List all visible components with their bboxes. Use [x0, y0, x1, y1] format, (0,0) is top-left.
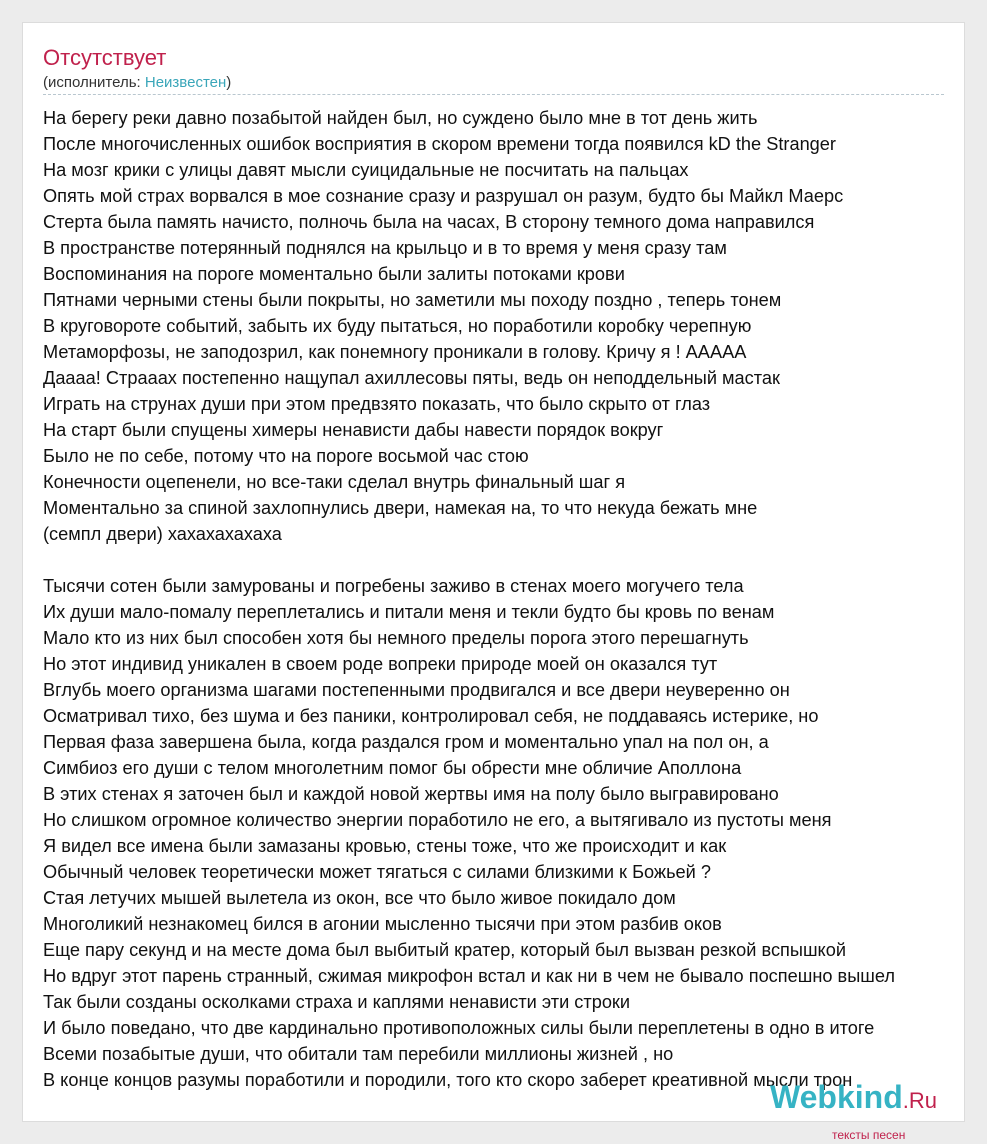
logo-tagline: тексты песен: [832, 1128, 906, 1142]
lyric-line: Так были созданы осколками страха и каплями ненависти эти строки: [43, 992, 631, 1012]
lyric-line: Моментально за спиной захлопнулись двери, намекая на, то что некуда бежать мне: [43, 498, 758, 518]
lyric-line: Воспоминания на пороге моментально были залиты потоками крови: [43, 264, 625, 284]
lyric-line: Осматривал тихо, без шума и без паники, контролировал себя, не поддаваясь истерике, но: [43, 706, 819, 726]
artist-line: [43, 74, 231, 92]
lyric-line: Симбиоз его души с телом многолетним помог бы обрести мне обличие Аполлона: [43, 758, 742, 778]
lyric-line: Метаморфозы, не заподозрил, как понемногу проникали в голову. Кричу я ! ААААА: [43, 342, 747, 362]
lyric-line: Стая летучих мышей вылетела из окон, все что было живое покидало дом: [43, 888, 676, 908]
logo-name: Webkind: [770, 1079, 903, 1115]
lyric-line: Было не по себе, потому что на пороге восьмой час стою: [43, 446, 529, 466]
lyric-line: На берегу реки давно позабытой найден был, но суждено было мне в тот день жить: [43, 108, 758, 128]
lyrics-card: [22, 22, 965, 1122]
lyric-line: И было поведано, что две кардинально противоположных силы были переплетены в одно в итоге: [43, 1018, 875, 1038]
lyric-line: В конце концов разумы поработили и породили, того кто скоро заберет креативной мысли трон: [43, 1070, 853, 1090]
lyric-line: Пятнами черными стены были покрыты, но заметили мы походу поздно , теперь тонем: [43, 290, 782, 310]
lyric-line: (семпл двери) хахахахахаха: [43, 524, 282, 544]
lyric-line: Первая фаза завершена была, когда раздался гром и моментально упал на пол он, а: [43, 732, 769, 752]
lyrics-text: [43, 105, 965, 1093]
lyric-line: Конечности оцепенели, но все-таки сделал внутрь финальный шаг я: [43, 472, 626, 492]
lyric-line: В пространстве потерянный поднялся на крыльцо и в то время у меня сразу там: [43, 238, 727, 258]
title-divider: [43, 94, 944, 95]
lyric-line: Тысячи сотен были замурованы и погребены заживо в стенах моего могучего тела: [43, 576, 744, 596]
lyric-line: Мало кто из них был способен хотя бы немного пределы порога этого перешагнуть: [43, 628, 749, 648]
artist-link[interactable]: Неизвестен: [144, 74, 227, 91]
lyric-line: Еще пару секунд и на месте дома был выбитый кратер, который был вызван резкой вспышкой: [43, 940, 846, 960]
lyric-line: Но слишком огромное количество энергии поработило не его, а вытягивало из пустоты меня: [43, 810, 832, 830]
lyric-line: Стерта была память начисто, полночь была на часах, В сторону темного дома направился: [43, 212, 815, 232]
lyric-line: Обычный человек теоретически может тягаться с силами близкими к Божьей ?: [43, 862, 711, 882]
artist-suffix: ): [226, 74, 232, 91]
logo-tld: .Ru: [902, 1088, 937, 1113]
stanza-break: [43, 547, 965, 573]
lyric-line: Опять мой страх ворвался в мое сознание сразу и разрушал он разум, будто бы Майкл Маерс: [43, 186, 844, 206]
lyric-line: Вглубь моего организма шагами постепенными продвигался и все двери неуверенно он: [43, 680, 790, 700]
lyric-line: После многочисленных ошибок восприятия в скором времени тогда появился kD the Stranger: [43, 134, 836, 154]
lyric-line: В круговороте событий, забыть их буду пытаться, но поработили коробку черепную: [43, 316, 752, 336]
lyric-line: Многоликий незнакомец бился в агонии мысленно тысячи при этом разбив оков: [43, 914, 722, 934]
lyric-line: В этих стенах я заточен был и каждой новой жертвы имя на полу было выгравировано: [43, 784, 779, 804]
lyric-line: На мозг крики с улицы давят мысли суицидальные не посчитать на пальцах: [43, 160, 689, 180]
lyric-line: Но вдруг этот парень странный, сжимая микрофон встал и как ни в чем не бывало поспешно вышел: [43, 966, 895, 986]
lyric-line: Играть на струнах души при этом предвзято показать, что было скрыто от глаз: [43, 394, 711, 414]
lyric-line: Но этот индивид уникален в своем роде вопреки природе моей он оказался тут: [43, 654, 718, 674]
lyric-line: Я видел все имена были замазаны кровью, стены тоже, что же происходит и как: [43, 836, 727, 856]
song-title: Отсутствует: [43, 45, 167, 70]
artist-prefix: (исполнитель:: [43, 74, 145, 91]
lyric-line: Даааа! Страаах постепенно нащупал ахиллесовы пяты, ведь он неподдельный мастак: [43, 368, 780, 388]
webkind-logo[interactable]: [770, 1079, 937, 1142]
lyric-line: Всеми позабытые души, что обитали там перебили миллионы жизней , но: [43, 1044, 674, 1064]
lyric-line: Их души мало-помалу переплетались и питали меня и текли будто бы кровь по венам: [43, 602, 775, 622]
lyric-line: На старт были спущены химеры ненависти дабы навести порядок вокруг: [43, 420, 664, 440]
